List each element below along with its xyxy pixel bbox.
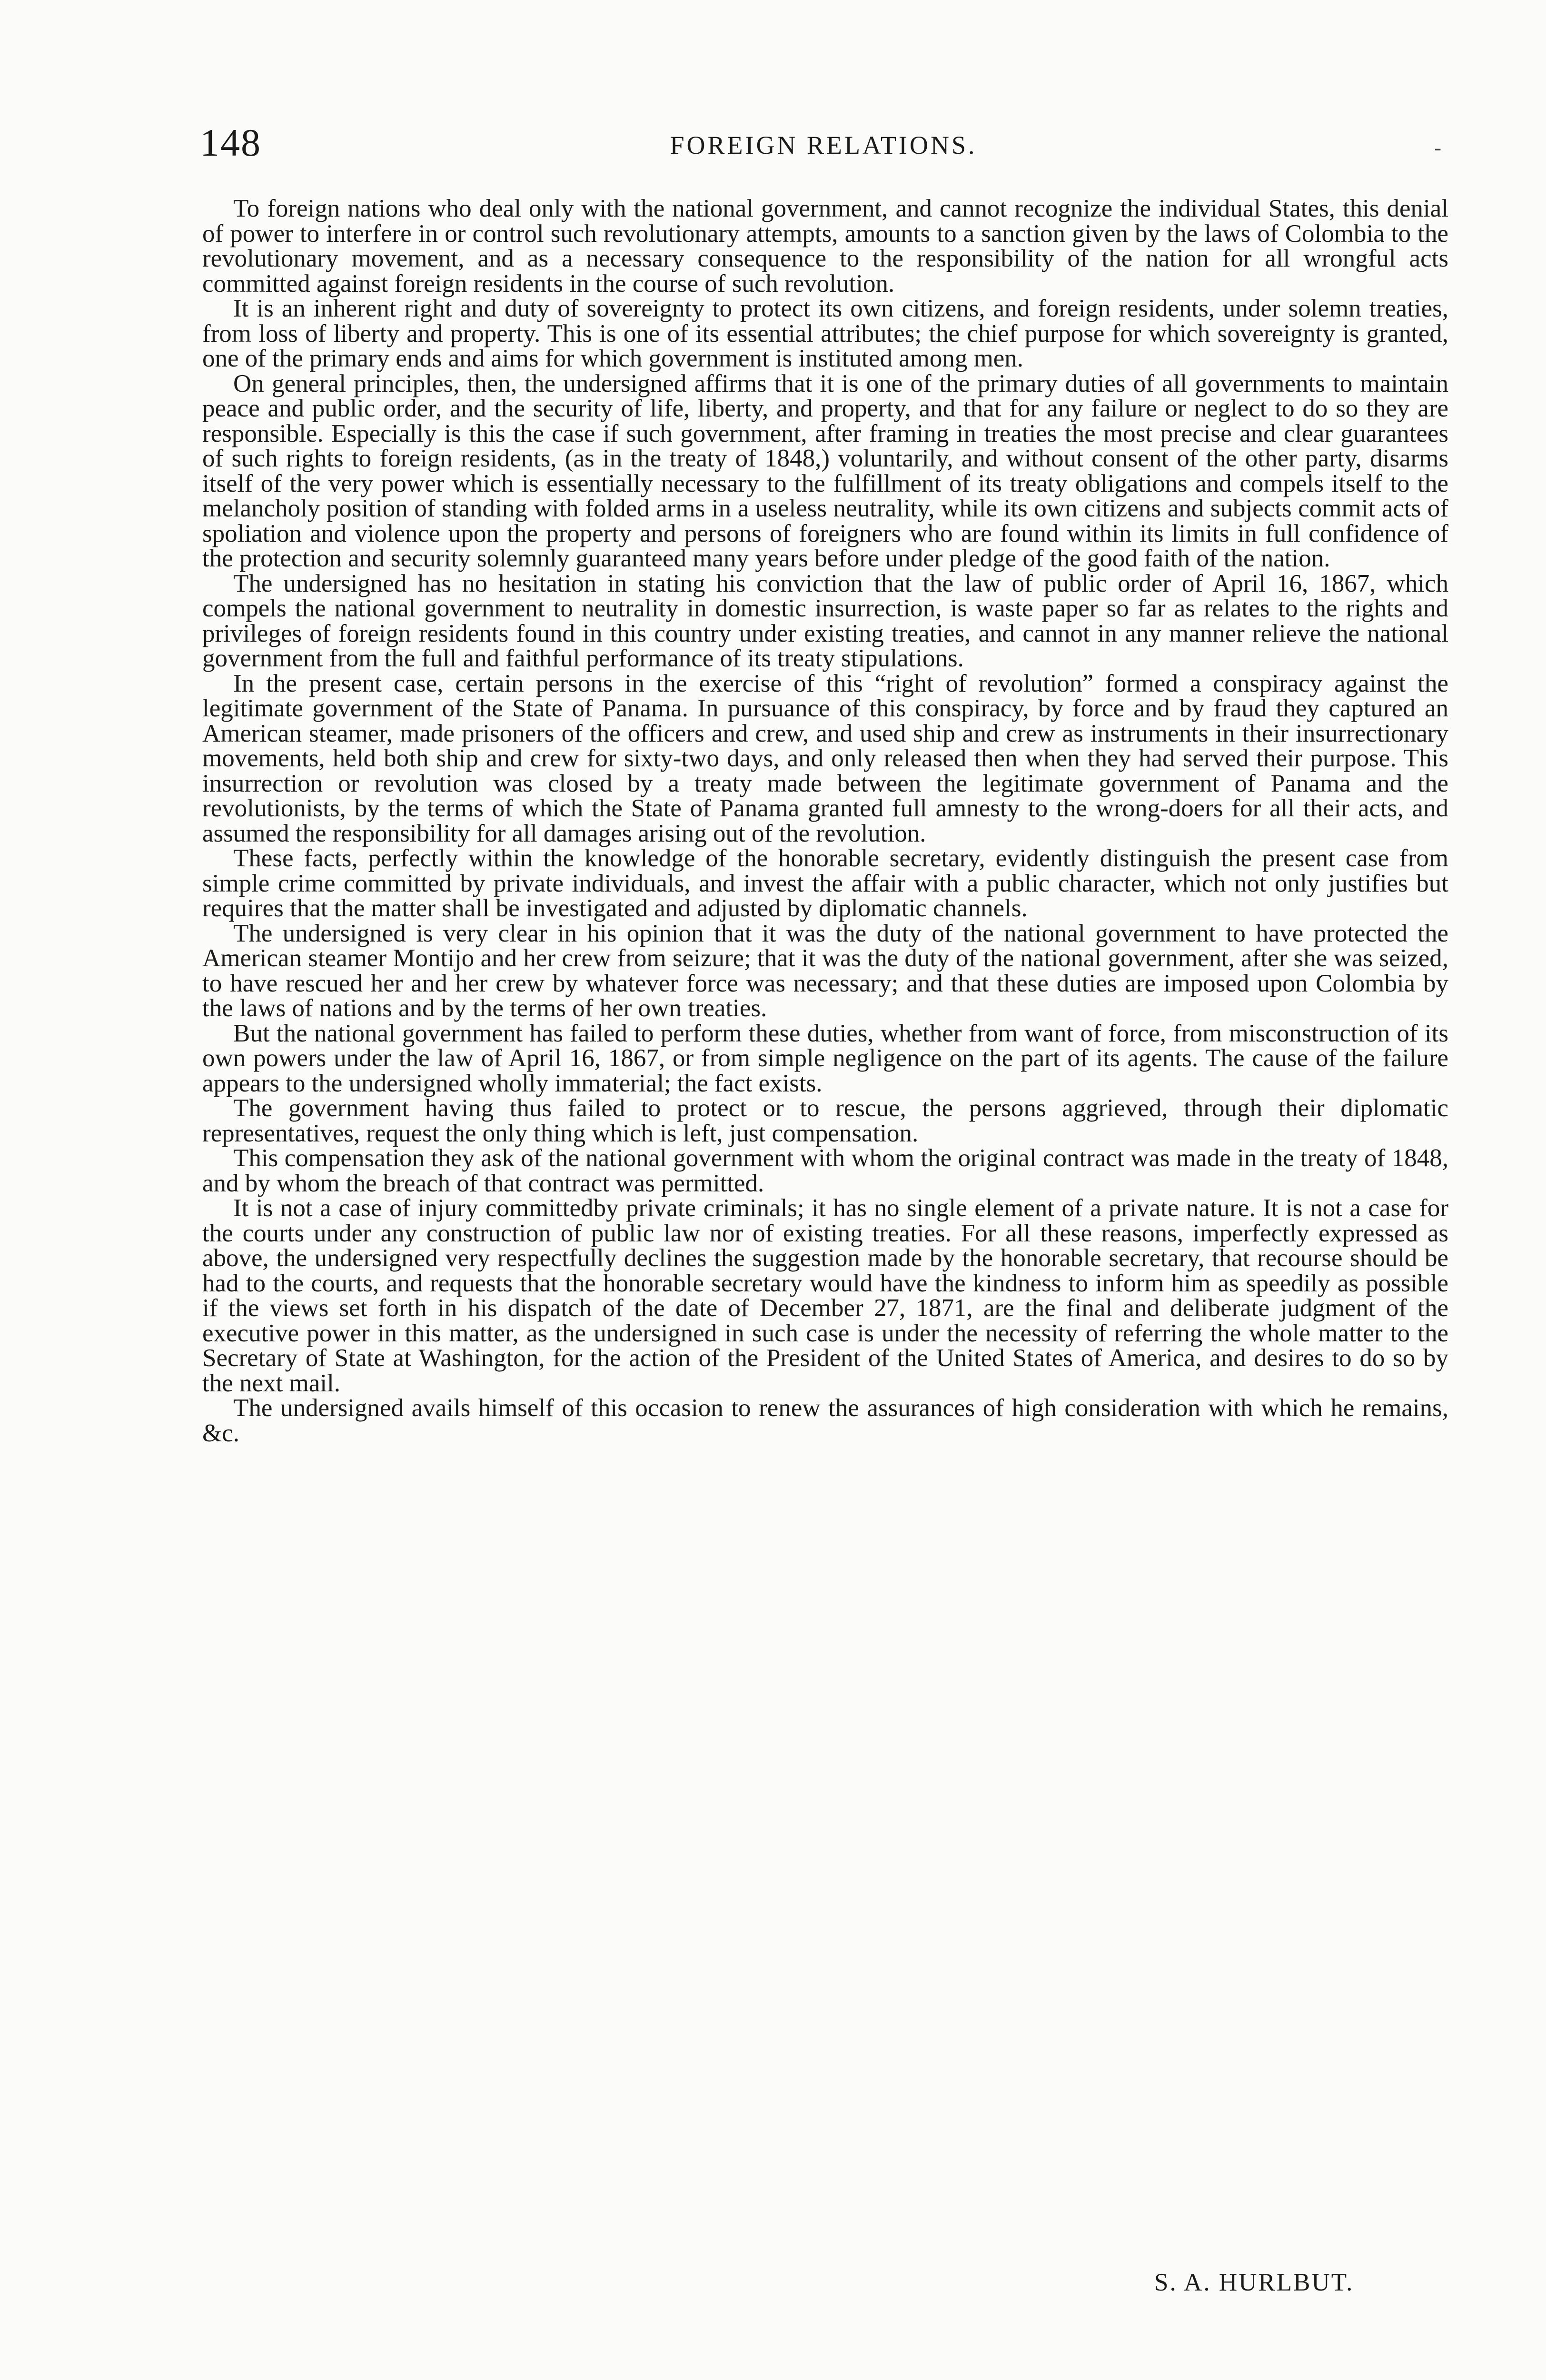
paragraph: The undersigned has no hesitation in stating his conviction that the law of public order of April 16, 1867, which compels the national government to neutrality in domestic insurrection, is waste paper so far as relates to the rights and privileges of foreign residents found in this country under existing treaties, and cannot in any manner relieve the national government from the full and faithful performance of its treaty stipulations. [202, 569, 1448, 672]
running-title: FOREIGN RELATIONS. [670, 131, 977, 159]
page-number: 148 [200, 121, 261, 164]
paragraph: These facts, perfectly within the knowledge of the honorable secretary, evidently distinguish the present case from simple crime committed by private individuals, and invest the affair with a public character, which not only justifies but requires that the matter shall be investigated and adjusted by diplomatic channels. [202, 844, 1448, 922]
paragraph: This compensation they ask of the national government with whom the original contract was made in the treaty of 1848, and by whom the breach of that contract was permitted. [202, 1144, 1448, 1197]
paragraph: In the present case, certain persons in the exercise of this “right of revolution” formed a conspiracy against the legitimate government of the State of Panama. In pursuance of this conspiracy, by force and by fraud they captured an American steamer, made prisoners of the officers and crew, and used ship and crew as instruments in their insurrectionary movements, held both ship and crew for sixty-two days, and only released then when they had served their purpose. This insurrection or revolution was closed by a treaty made between the legitimate government of Panama and the revolutionists, by the terms of which the State of Panama granted full amnesty to the wrong-doers for all their acts, and assumed the responsibility for all damages arising out of the revolution. [202, 669, 1448, 847]
paragraph: The undersigned is very clear in his opinion that it was the duty of the national government to have protected the American steamer Montijo and her crew from seizure; that it was the duty of the national government, after she was seized, to have rescued her and her crew by whatever force was necessary; and that these duties are imposed upon Colombia by the laws of nations and by the terms of her own treaties. [202, 919, 1448, 1022]
letter-body [202, 196, 1448, 1446]
paragraph: It is an inherent right and duty of sovereignty to protect its own citizens, and foreign residents, under solemn treaties, from loss of liberty and property. This is one of its essential attributes; the chief purpose for which sovereignty is granted, one of the primary ends and aims for which government is instituted among men. [202, 295, 1448, 372]
paragraph: On general principles, then, the undersigned affirms that it is one of the primary duties of all governments to maintain peace and public order, and the security of life, liberty, and property, and that for any failure or neglect to do so they are responsible. Especially is this the case if such government, after framing in treaties the most precise and clear guarantees of such rights to foreign residents, (as in the treaty of 1848,) voluntarily, and without consent of the other party, disarms itself of the very power which is essentially necessary to the fulfillment of its treaty obligations and compels itself to the melancholy position of standing with folded arms in a useless neutrality, while its own citizens and subjects commit acts of spoliation and violence upon the property and persons of foreigners who are found within its limits in full confidence of the protection and security solemnly guaranteed many years before under pledge of the good faith of the nation. [202, 369, 1448, 572]
page-header [200, 117, 1447, 169]
paragraph: The government having thus failed to protect or to rescue, the persons aggrieved, through their diplomatic representatives, request the only thing which is left, just compensation. [202, 1094, 1448, 1147]
paragraph: But the national government has failed to perform these duties, whether from want of force, from misconstruction of its own powers under the law of April 16, 1867, or from simple negligence on the part of its agents. The cause of the failure appears to the undersigned wholly immaterial; the fact exists. [202, 1019, 1448, 1097]
paragraph: It is not a case of injury committedby private criminals; it has no single element of a private nature. It is not a case for the courts under any construction of public law nor of existing treaties. For all these reasons, imperfectly expressed as above, the undersigned very respectfully declines the suggestion made by the honorable secretary, that recourse should be had to the courts, and requests that the honorable secretary would have the kindness to inform him as speedily as possible if the views set forth in his dispatch of the date of December 27, 1871, are the final and deliberate judgment of the executive power in this matter, as the undersigned in such case is under the necessity of referring the whole matter to the Secretary of State at Washington, for the action of the President of the United States of America, and desires to do so by the next mail. [202, 1194, 1448, 1397]
signature: S. A. HURLBUT. [1154, 2269, 1354, 2296]
closing-paragraph: The undersigned avails himself of this occasion to renew the assurances of high consideration with which he remains, &c. [202, 1394, 1448, 1447]
header-mark: - [1434, 136, 1441, 159]
paragraph: To foreign nations who deal only with the national government, and cannot recognize the individual States, this denial of power to interfere in or control such revolutionary attempts, amounts to a sanction given by the laws of Colombia to the revolutionary movement, and as a necessary consequence to the responsibility of the nation for all wrongful acts committed against foreign residents in the course of such revolution. [202, 195, 1448, 298]
